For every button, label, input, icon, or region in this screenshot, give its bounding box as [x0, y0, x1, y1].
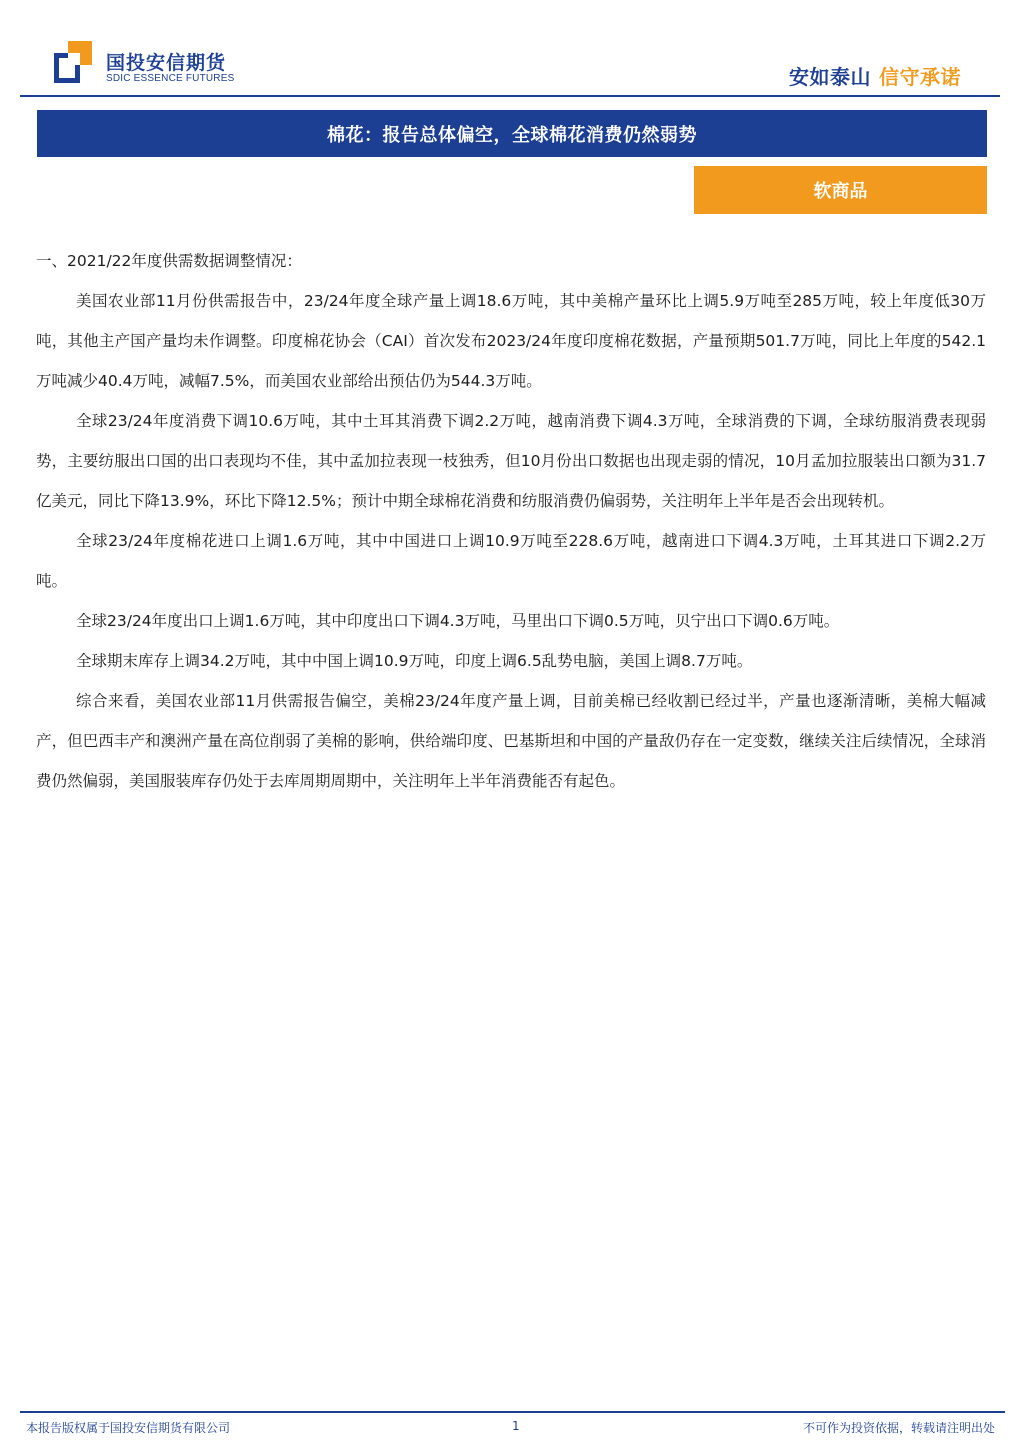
footer-divider — [20, 1411, 1005, 1413]
body-paragraph: 全球23/24年度出口上调1.6万吨，其中印度出口下调4.3万吨，马里出口下调0.5万吨，贝宁出口下调0.6万吨。 — [76, 612, 840, 630]
company-logo-icon — [54, 41, 92, 83]
slogan — [789, 61, 961, 90]
section-heading: 一、2021/22年度供需数据调整情况： — [36, 252, 302, 270]
footer-copyright: 本报告版权属于国投安信期货有限公司 — [26, 1421, 231, 1435]
footer-disclaimer: 不可作为投资依据，转载请注明出处 — [802, 1421, 995, 1435]
body-paragraph: 全球23/24年度消费下调10.6万吨，其中土耳其消费下调2.2万吨，越南消费下调4.3万吨，全球消费的下调，全球纺服消费表现弱势，主要纺服出口国的出口表现均不佳，其中孟加拉表现一枝独秀，但10月份出口数据也出现走弱的情况，10月孟加拉服装出口额为31.7亿美元，同比下降13.9%，环比下降12.5%；预计中期全球棉花消费和纺服消费仍偏弱势，关注明年上半年是否会出现转机。 — [36, 412, 986, 510]
page-number: 1 — [512, 1419, 520, 1433]
body-paragraph: 全球23/24年度棉花进口上调1.6万吨，其中中国进口上调10.9万吨至228.6万吨，越南进口下调4.3万吨，土耳其进口下调2.2万吨。 — [36, 532, 986, 590]
page-footer — [0, 1405, 1025, 1450]
logo-name-cn: 国投安信期货 — [106, 52, 227, 74]
body-paragraph: 美国农业部11月份供需报告中，23/24年度全球产量上调18.6万吨，其中美棉产量环比上调5.9万吨至285万吨，较上年度低30万吨，其他主产国产量均未作调整。印度棉花协会（CAI）首次发布2023/24年度印度棉花数据，产量预期501.7万吨，同比上年度的542.1万吨减少40.4万吨，减幅7.5%，而美国农业部给出预估仍为544.3万吨。 — [36, 292, 986, 390]
header-divider — [20, 95, 1000, 97]
body-paragraph: 综合来看，美国农业部11月供需报告偏空，美棉23/24年度产量上调，目前美棉已经收割已经过半，产量也逐渐清晰，美棉大幅减产，但巴西丰产和澳洲产量在高位削弱了美棉的影响，供给端印度、巴基斯坦和中国的产量敌仍存在一定变数，继续关注后续情况，全球消费仍然偏弱，美国服装库存仍处于去库周期周期中，关注明年上半年消费能否有起色。 — [36, 692, 986, 790]
report-title: 棉花：报告总体偏空，全球棉花消费仍然弱势 — [37, 110, 987, 157]
body-paragraph: 全球期末库存上调34.2万吨，其中中国上调10.9万吨，印度上调6.5乱势电脑，美国上调8.7万吨。 — [76, 652, 753, 670]
slogan-part1: 安如泰山 — [789, 65, 871, 89]
logo-name-en: SDIC ESSENCE FUTURES — [106, 73, 235, 84]
page-header — [0, 0, 1025, 100]
category-tag: 软商品 — [694, 166, 987, 214]
slogan-part2: 信守承诺 — [879, 65, 961, 89]
report-body — [36, 241, 986, 801]
